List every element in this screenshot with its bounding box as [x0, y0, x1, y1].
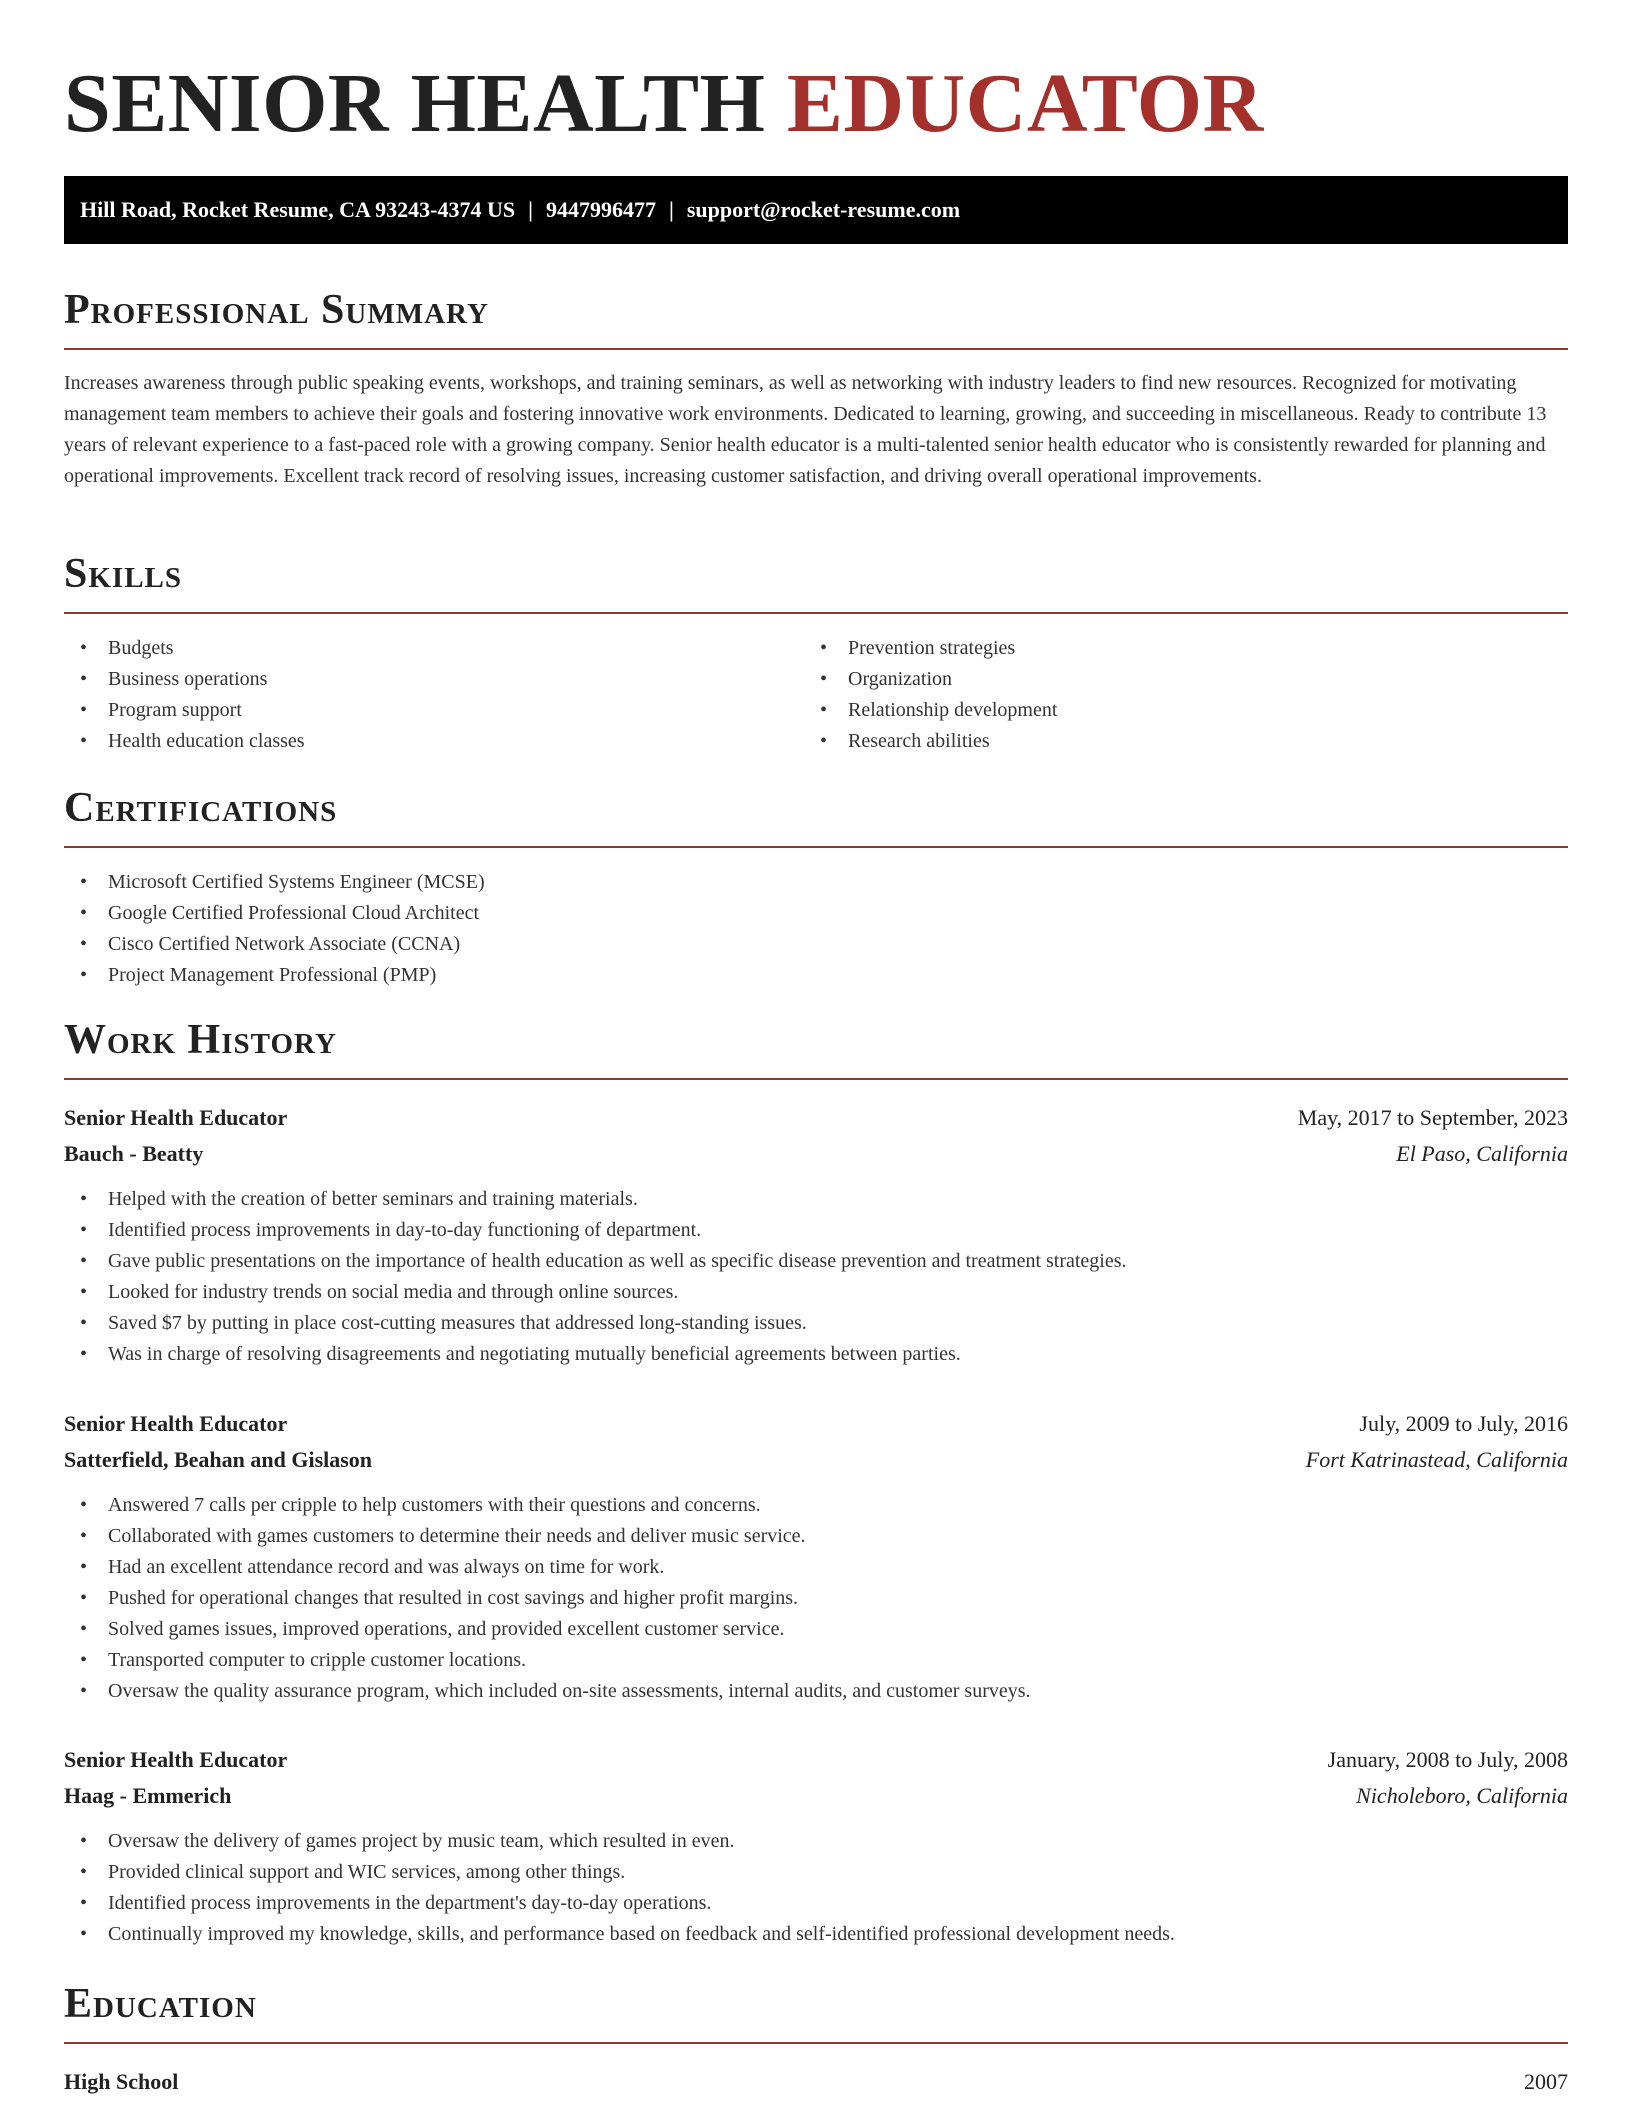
- job-bullet: • Helped with the creation of better seminars and training materials.: [64, 1184, 1568, 1215]
- contact-separator: |: [668, 197, 674, 222]
- certifications-list: [64, 867, 1568, 991]
- summary-heading: Professional Summary: [64, 284, 1568, 350]
- job-bullet: • Continually improved my knowledge, skills, and performance based on feedback and self-identified professional development needs.: [64, 1919, 1568, 1950]
- certification-item: • Microsoft Certified Systems Engineer (MCSE): [64, 867, 1568, 898]
- certification-item: • Project Management Professional (PMP): [64, 960, 1568, 991]
- job-bullets: [64, 1826, 1568, 1950]
- certification-item: • Cisco Certified Network Associate (CCNA): [64, 929, 1568, 960]
- skills-list-left: [64, 633, 804, 757]
- job-bullets: [64, 1184, 1568, 1370]
- contact-email: support@rocket-resume.com: [686, 197, 961, 222]
- job-location: Fort Katrinastead, California: [1305, 1447, 1568, 1472]
- job-location: Nicholeboro, California: [1356, 1783, 1568, 1808]
- skill-item: • Program support: [64, 695, 804, 726]
- job-bullet: • Solved games issues, improved operations, and provided excellent customer service.: [64, 1614, 1568, 1645]
- title-main: SENIOR HEALTH: [64, 57, 766, 150]
- job-company: Haag - Emmerich: [64, 1783, 232, 1808]
- skills-column-left: [64, 633, 804, 757]
- job-title: Senior Health Educator: [64, 1105, 288, 1130]
- education-degree: High School: [64, 2069, 179, 2094]
- skill-item: • Prevention strategies: [804, 633, 1544, 664]
- certifications-heading: Certifications: [64, 782, 1568, 848]
- job-bullet: • Provided clinical support and WIC services, among other things.: [64, 1857, 1568, 1888]
- job-entry: [64, 1742, 1568, 1950]
- job-title: Senior Health Educator: [64, 1411, 288, 1436]
- skills-column-right: [804, 633, 1544, 757]
- job-bullets: [64, 1490, 1568, 1707]
- job-bullet: • Pushed for operational changes that resulted in cost savings and higher profit margins.: [64, 1583, 1568, 1614]
- job-bullet: • Oversaw the delivery of games project by music team, which resulted in even.: [64, 1826, 1568, 1857]
- job-bullet: • Had an excellent attendance record and was always on time for work.: [64, 1552, 1568, 1583]
- education-heading: Education: [64, 1978, 1568, 2044]
- skills-heading: Skills: [64, 548, 1568, 614]
- job-title: Senior Health Educator: [64, 1747, 288, 1772]
- job-dates: July, 2009 to July, 2016: [1359, 1411, 1568, 1436]
- job-bullet: • Oversaw the quality assurance program, which included on-site assessments, internal audits, and customer surveys.: [64, 1676, 1568, 1707]
- skill-item: • Organization: [804, 664, 1544, 695]
- job-company: Satterfield, Beahan and Gislason: [64, 1447, 373, 1472]
- skills-list-right: [804, 633, 1544, 757]
- job-bullet: • Collaborated with games customers to determine their needs and deliver music service.: [64, 1521, 1568, 1552]
- job-entry: [64, 1100, 1568, 1370]
- job-bullet: • Saved $7 by putting in place cost-cutting measures that addressed long-standing issues.: [64, 1308, 1568, 1339]
- job-bullet: • Was in charge of resolving disagreements and negotiating mutually beneficial agreements between parties.: [64, 1339, 1568, 1370]
- skill-item: • Health education classes: [64, 726, 804, 757]
- education-entry: [64, 2064, 1568, 2100]
- education-year: 2007: [1524, 2069, 1568, 2094]
- job-bullet: • Looked for industry trends on social media and through online sources.: [64, 1277, 1568, 1308]
- certification-item: • Google Certified Professional Cloud Architect: [64, 898, 1568, 929]
- resume-title: [64, 56, 1264, 152]
- contact-address: Hill Road, Rocket Resume, CA 93243-4374 US: [80, 197, 516, 222]
- job-bullet: • Identified process improvements in day-to-day functioning of department.: [64, 1215, 1568, 1246]
- job-company: Bauch - Beatty: [64, 1141, 204, 1166]
- job-location: El Paso, California: [1396, 1141, 1568, 1166]
- skill-item: • Business operations: [64, 664, 804, 695]
- title-accent: EDUCATOR: [786, 57, 1264, 150]
- skill-item: • Budgets: [64, 633, 804, 664]
- contact-bar: [64, 176, 1568, 244]
- job-dates: January, 2008 to July, 2008: [1327, 1747, 1568, 1772]
- work-history-heading: Work History: [64, 1014, 1568, 1080]
- skill-item: • Research abilities: [804, 726, 1544, 757]
- job-bullet: • Answered 7 calls per cripple to help customers with their questions and concerns.: [64, 1490, 1568, 1521]
- job-bullet: • Transported computer to cripple customer locations.: [64, 1645, 1568, 1676]
- summary-text: Increases awareness through public speaking events, workshops, and training seminars, as well as networking with industry leaders to find new resources. Recognized for motivating management team members to achieve their goals and fostering innovative work environments. Dedicated to learning, growing, and succeeding in miscellaneous. Ready to contribute 13 years of relevant experience to a fast-paced role with a growing company. Senior health educator is a multi-talented senior health educator who is consistently rewarded for planning and operational improvements. Excellent track record of resolving issues, increasing customer satisfaction, and driving overall operational improvements.: [64, 372, 1547, 487]
- contact-separator: |: [528, 197, 533, 222]
- contact-phone: 9447996477: [545, 197, 656, 222]
- job-dates: May, 2017 to September, 2023: [1297, 1105, 1568, 1130]
- job-bullet: • Identified process improvements in the department's day-to-day operations.: [64, 1888, 1568, 1919]
- skill-item: • Relationship development: [804, 695, 1544, 726]
- job-bullet: • Gave public presentations on the importance of health education as well as specific disease prevention and treatment strategies.: [64, 1246, 1568, 1277]
- job-entry: [64, 1406, 1568, 1707]
